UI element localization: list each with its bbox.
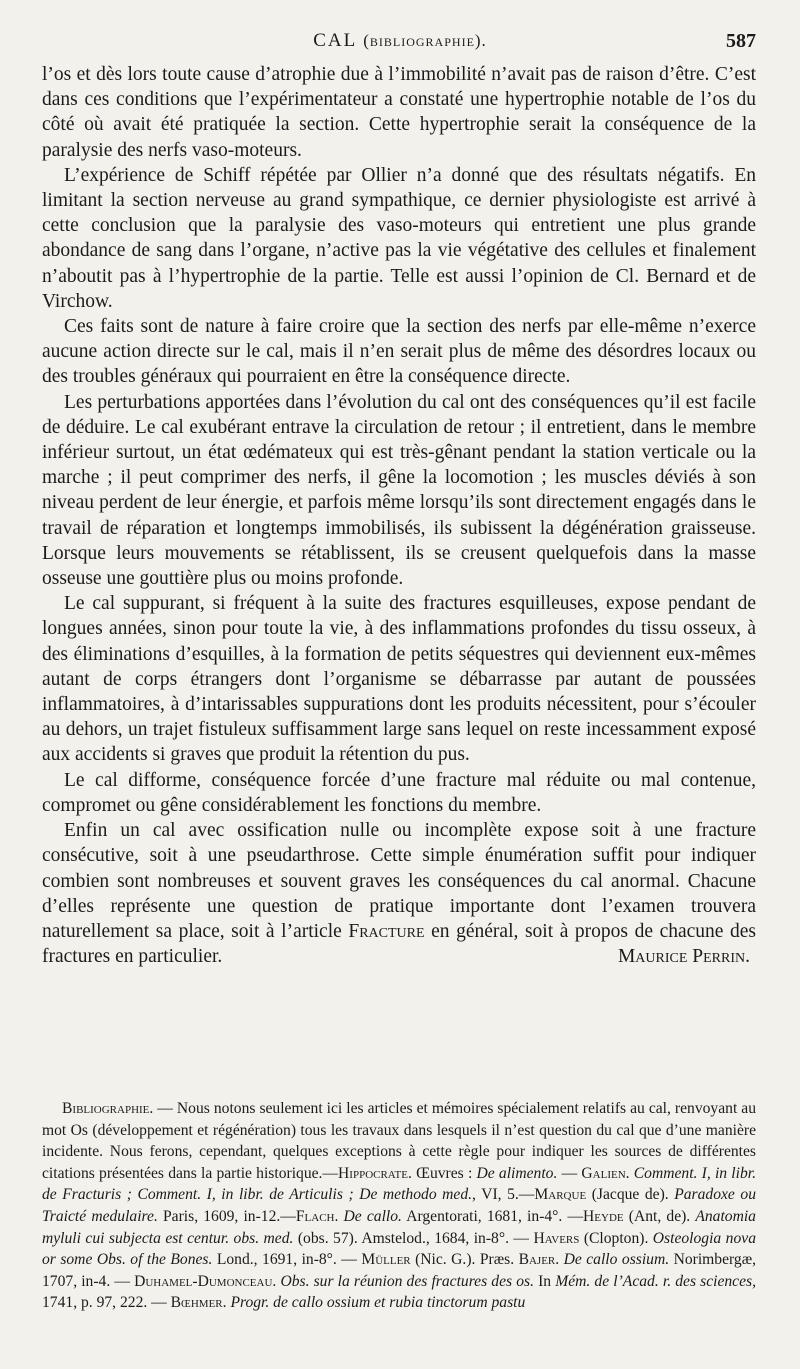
- page-header: [0, 30, 800, 60]
- bibliography-run: (Nic. G.). Præs.: [410, 1251, 519, 1269]
- bibliography-run: In: [533, 1272, 556, 1290]
- bibliography-run: Norimbergæ, 1707, in-4. —: [42, 1251, 757, 1290]
- author-signature: Maurice Perrin.: [617, 946, 750, 968]
- bibliography-title: De callo ossium.: [563, 1251, 670, 1269]
- bibliography-title: De alimento.: [476, 1164, 558, 1182]
- paragraph-7-text: Enfin un cal avec ossification nulle ou incomplète expose soit à une fracture consécutive, soit à une pseudarthrose. Cette simple énumération suffit pour indiquer combien sont nombreuses et souvent graves les conséquences du cal anormal. Chacune d’elles représente une question de pratique importante dont l’examen trouvera naturellement sa place, soit à l’article: [42, 820, 756, 942]
- bibliography-title: Anatomia myluli cui subjecta est centur. obs. med.: [42, 1207, 756, 1247]
- paragraph-5: Le cal suppurant, si fréquent à la suite des fractures esquilleuses, expose pendant de longues années, sinon pour toute la vie, à des inflammations profondes du tissu osseux, à des éliminations d’esquilles, à la formation de petits séquestres qui deviennent eux-mêmes autant de corps étrangers dont l’organisme se débarrasse par autant de poussées inflammatoires, à d’intarissables suppurations dont les produits nécessitent, pour s’écouler au dehors, un trajet fistuleux suffisamment large sans lequel on reste incessamment exposé aux accidents si graves que produit la rétention du pus.: [42, 593, 756, 766]
- running-head-title: CAL: [313, 30, 357, 51]
- paragraph-7-end: en général, soit à propos de chacune des fractures en particulier.: [42, 920, 757, 968]
- running-head-subtitle: (bibliographie).: [363, 31, 487, 50]
- page-number: 587: [726, 30, 756, 52]
- bibliography-author: Bajer.: [518, 1251, 560, 1269]
- bibliography-run: (Jacque de).: [586, 1186, 675, 1204]
- bibliography-run: Argentorati, 1681, in-4°. —: [401, 1207, 584, 1225]
- paragraph-4: Les perturbations apportées dans l’évolution du cal ont des conséquences qu’il est facile de déduire. Le cal exubérant entrave la circulation de retour ; il entretient, dans le membre inférieur surtout, un état œdémateux qui est très-gênant pendant la station verticale ou la marche ; il peut comprimer des nerfs, il gêne la locomotion ; les muscles déviés à son niveau perdent de leur énergie, et parfois même lorsqu’ils sont directement engagés dans le travail de réparation et longtemps immobilisés, ils subissent la dégénération graisseuse. Lorsque leurs mouvements se rétablissent, ils se creusent quelquefois dans la masse osseuse une gouttière plus ou moins profonde.: [42, 391, 756, 590]
- bibliography-author: Flach.: [295, 1207, 339, 1225]
- bibliography-run: —: [557, 1164, 582, 1182]
- bibliography-run: (obs. 57). Amstelod., 1684, in-8°. —: [293, 1229, 534, 1247]
- bibliography-run: , VI, 5.—: [472, 1186, 535, 1204]
- paragraph-1: l’os et dès lors toute cause d’atrophie due à l’immobilité n’avait pas de raison d’être. C’est dans ces conditions que l’expérimentateur a constaté une hypertrophie notable de l’os du côté où avait été pratiquée la section. Cette hypertrophie serait la conséquence de la paralysie des nerfs vaso-moteurs.: [42, 64, 756, 161]
- bibliography-author: Galien.: [581, 1164, 630, 1182]
- bibliography-author: Bibliographie.: [62, 1100, 154, 1117]
- bibliography-run: 1741, p. 97, 222. —: [42, 1294, 171, 1312]
- bibliography-author: Marque: [534, 1186, 587, 1204]
- bibliography-author: Havers: [533, 1229, 580, 1247]
- bibliography-run: Œuvres :: [411, 1164, 477, 1182]
- bibliography-author: Müller: [361, 1251, 411, 1269]
- bibliography-run: Paris, 1609, in-12.—: [157, 1207, 296, 1225]
- bibliography-title: Obs. sur la réunion des fractures des os.: [280, 1272, 534, 1290]
- bibliography-title: Mém. de l’Acad. r. des sciences,: [555, 1272, 756, 1290]
- bibliography-author: Hippocrate.: [338, 1164, 412, 1182]
- running-head: [0, 30, 800, 52]
- bibliography-title: Osteologia nova or some Obs. of the Bones.: [42, 1229, 756, 1269]
- bibliography-title: De callo.: [343, 1207, 402, 1225]
- bibliography-title: Progr. de callo ossium et rubia tinctorum pastu: [230, 1294, 526, 1312]
- paragraph-7: [42, 818, 756, 969]
- bibliography: [42, 1098, 756, 1314]
- bibliography-title: Comment. I, in libr. de Fracturis ; Comment. I, in libr. de Articulis ; De methodo med.: [42, 1164, 757, 1204]
- bibliography-run: Lond., 1691, in-8°. —: [212, 1251, 362, 1269]
- bibliography-author: Duhamel-Dumonceau.: [134, 1272, 277, 1290]
- bibliography-author: Heyde: [583, 1207, 624, 1225]
- paragraph-3: Ces faits sont de nature à faire croire que la section des nerfs par elle-même n’exerce aucune action directe sur le cal, mais il n’en serait plus de même des désordres locaux ou des troubles généraux qui pourraient en être la conséquence directe.: [42, 316, 756, 388]
- paragraph-2: L’expérience de Schiff répétée par Ollier n’a donné que des résultats négatifs. En limitant la section nerveuse au grand sympathique, ce dernier physiologiste est arrivé à cette conclusion que la paralysie des vaso-moteurs qui entretient une plus grande abondance de sang dans l’organe, n’active pas la vie végétative des cellules et finalement n’aboutit pas à l’hypertrophie de la partie. Telle est aussi l’opinion de Cl. Bernard et de Virchow.: [42, 164, 756, 312]
- bibliography-text: [42, 1098, 756, 1314]
- bibliography-title: Paradoxe ou Traicté medulaire.: [42, 1186, 756, 1225]
- fracture-reference: Fracture: [348, 920, 425, 942]
- bibliography-run: (Clopton).: [579, 1229, 653, 1247]
- bibliography-run: — Nous notons seulement ici les articles et mémoires spécialement relatifs au cal, renvoyant au mot Os (développement et régénération) tous les travaux dans lesquels il n’est question du cal que d’une manière incidente. Nous ferons, cependant, quelques exceptions à cette règle pour indiquer les sources de différentes citations présentées dans la partie historique.—: [42, 1100, 756, 1182]
- body-text: [42, 62, 756, 969]
- bibliography-run: (Ant, de).: [623, 1207, 696, 1225]
- bibliography-author: Bœhmer.: [170, 1294, 227, 1312]
- paragraph-6: Le cal difforme, conséquence forcée d’une fracture mal réduite ou mal contenue, compromet ou gêne considérablement les fonctions du membre.: [42, 769, 756, 816]
